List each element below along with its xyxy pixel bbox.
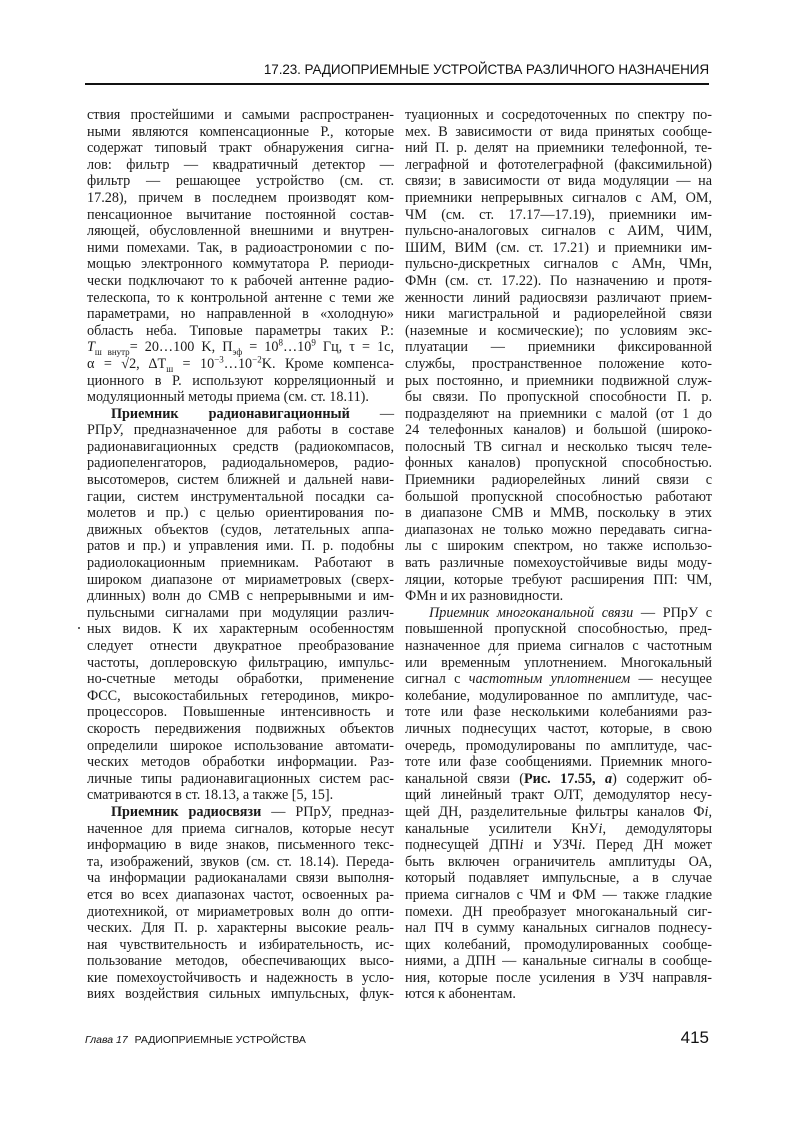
term-radio-communication: Приемник радиосвязи xyxy=(111,803,262,820)
text-line: ЧМ (см. ст. 17.17—17.19), приемники им- xyxy=(405,206,712,223)
term-radionavigation: Приемник радионавигационный xyxy=(111,405,350,422)
formula-subscript: ш внутр xyxy=(94,347,130,358)
text-line: службы, пространственное положение кото- xyxy=(405,355,712,372)
text-line: нал ПЧ в сумму канальных сигналов поднесу- xyxy=(405,920,712,937)
text-line: телескопа, то к контрольной антенне с теми же xyxy=(87,289,394,306)
text-line: гации, систем инструментальной посадки са- xyxy=(87,488,394,505)
text-line xyxy=(405,804,712,821)
text-fragment: канальной связи ( xyxy=(405,770,524,787)
text-line: параметрами, но направленной в «холодную» xyxy=(87,306,394,323)
text-line: молетов и пр.) с целью ориентирования по- xyxy=(87,505,394,522)
text-line: приемники непрерывных сигналов с АМ, ОМ, xyxy=(405,189,712,206)
text-line: радионавигационных средств (радиокомпасов, xyxy=(87,438,394,455)
term-multichannel: Приемник многоканальной связи xyxy=(429,604,634,621)
text-fragment: щей ДН, разделительные фильтры каналов Ф xyxy=(405,803,705,820)
text-line: ляющей, обусловленной внешними и внутрен- xyxy=(87,223,394,240)
term-line xyxy=(87,406,394,423)
text-line: личных поднесущих частот, которые, в свою xyxy=(405,720,712,737)
formula-exponent: 8 xyxy=(278,337,283,348)
formula-exponent: 9 xyxy=(311,337,316,348)
text-line: в диапазоне СМВ и ММВ, поскольку в этих xyxy=(405,505,712,522)
text-line: быть включен ограничитель амплитуды ОА, xyxy=(405,853,712,870)
text-fragment: сигнал с xyxy=(405,671,469,688)
paragraph-radio-communication xyxy=(87,804,394,1003)
text-fragment: канальные усилители КнУ xyxy=(405,820,599,837)
text-line: вать различные помехоустойчивые виды моду- xyxy=(405,555,712,572)
term-line xyxy=(87,804,394,821)
formula-text: …10 xyxy=(282,339,312,356)
running-title: 17.23. РАДИОПРИЕМНЫЕ УСТРОЙСТВА РАЗЛИЧНОГО НАЗНАЧЕНИЯ xyxy=(263,62,709,77)
text-line: ФМн (см. ст. 17.22). По назначению и протя- xyxy=(405,272,712,289)
text-line: (наземные и космические); по условиям экс- xyxy=(405,322,712,339)
text-line: личные типы радионавигационных систем рас- xyxy=(87,770,394,787)
text-line: ствия простейшими и самыми распространен- xyxy=(87,107,394,123)
index-variable: i xyxy=(577,837,582,854)
text-line: лов: фильтр — квадратичный детектор — xyxy=(87,156,394,173)
text-line: лы с широким спектром, но также использо- xyxy=(405,538,712,555)
text-line: ляции, которые требуют расширения ПП: ЧМ, xyxy=(405,571,712,588)
footer-chapter xyxy=(85,1034,306,1046)
text-line: ними помехами. Так, в радиоастрономии с по- xyxy=(87,239,394,256)
text-fragment: , демодуляторы xyxy=(602,820,712,837)
text-line: пульсно-аналоговых сигналов с АИМ, ЧИМ, xyxy=(405,223,712,240)
text-line: тоте или фазе сообщениями. Приемник много- xyxy=(405,754,712,771)
formula-symbol: T xyxy=(87,339,95,356)
formula-subscript: ш xyxy=(166,363,174,374)
text-line: скорость передвижения подвижных объектов xyxy=(87,720,394,737)
paragraph-radio-communication-cont xyxy=(405,107,712,605)
text-fragment: , xyxy=(708,803,712,820)
text-line: колебание, модулированное по амплитуде, час- xyxy=(405,687,712,704)
formula-text: …10 xyxy=(223,355,253,372)
formula-exponent: −3 xyxy=(214,354,224,365)
text-line: связи; в зависимости от вида модуляции — на xyxy=(405,173,712,190)
text-line: радиолокационным приемникам. Работают в xyxy=(87,555,394,572)
formula-text: = 20…100 K, П xyxy=(129,339,233,356)
text-line: повышенной пропускной способностью, пред- xyxy=(405,621,712,638)
text-line: ШИМ, ВИМ (см. ст. 17.21) и приемники им- xyxy=(405,239,712,256)
text-line: ческих методов обработки информации. Раз- xyxy=(87,754,394,771)
margin-mark xyxy=(78,627,80,629)
text-line: но-счетные методы обработки, применение xyxy=(87,671,394,688)
formula-exponent: −2 xyxy=(252,354,262,365)
text-line: фильтр — решающее устройство (см. ст. xyxy=(87,173,394,190)
text-line: ная чувствительность и избирательность, ис- xyxy=(87,936,394,953)
text-line: ниями, а ДПН — канальные сигналы в сообще- xyxy=(405,953,712,970)
text-line: щих колебаний, промодулированных сообще- xyxy=(405,936,712,953)
text-fragment: — РПрУ, предназ- xyxy=(261,803,394,820)
running-header xyxy=(85,62,709,85)
text-line: ратов и пр.) и управления ими. П. р. подобны xyxy=(87,538,394,555)
text-line: помехи. ДН преобразует многоканальный сиг- xyxy=(405,903,712,920)
text-line: ется во всех диапазонах частот, освоенных ра- xyxy=(87,886,394,903)
text-line: ники магистральной и радиорелейной связи xyxy=(405,306,712,323)
formula-text: Гц, τ = 1с, xyxy=(315,339,394,356)
text-line: частоты, доплеровскую фильтрацию, импульс- xyxy=(87,654,394,671)
text-line: леграфной и фототелеграфной (факсимильной) xyxy=(405,156,712,173)
text-line: движных объектов (судов, летательных аппа- xyxy=(87,521,394,538)
text-fragment: поднесущей ДПН xyxy=(405,837,520,854)
figure-reference: Рис. 17.55, xyxy=(523,770,606,787)
paragraph-compensation xyxy=(87,107,394,406)
text-line: пенсационное вычитание постоянной состав- xyxy=(87,206,394,223)
text-line: бы связи. По пропускной способности П. р. xyxy=(405,389,712,406)
text-line: ФМн и их разновидности. xyxy=(405,588,564,605)
text-line: тоте или фазе несколькими колебаниями раз- xyxy=(405,704,712,721)
text-line: Приемники радиорелейных линий связи с xyxy=(405,472,712,489)
text-fragment: . Перед ДН может xyxy=(581,837,712,854)
text-line: полосный ТВ сигнал и несколько тысяч теле- xyxy=(405,438,712,455)
text-line xyxy=(405,671,712,688)
text-line: виях воздействия сильных импульсных, флук- xyxy=(87,986,394,1003)
formula-subscript: эф xyxy=(232,347,243,358)
text-line: сматриваются в ст. 18.13, а также [5, 15]. xyxy=(87,787,334,804)
text-line xyxy=(405,837,712,854)
text-line: женности линий радиосвязи различают прием- xyxy=(405,289,712,306)
text-line: кие помехоустойчивость и надежность в усло- xyxy=(87,969,394,986)
text-line: следует отнести двукратное преобразование xyxy=(87,638,394,654)
text-line: пульсно-дискретных сигналов с АМн, ЧМн, xyxy=(405,256,712,273)
text-line: приема сигналов с ЧМ и ФМ — также гладкие xyxy=(405,886,712,903)
term-frequency-multiplexing: частотным уплотнением xyxy=(468,671,631,688)
chapter-title: РАДИОПРИЕМНЫЕ УСТРОЙСТВА xyxy=(134,1034,306,1046)
page-number: 415 xyxy=(680,1028,709,1047)
text-fragment: — несущее xyxy=(630,671,712,688)
index-variable: i xyxy=(598,820,603,837)
text-line: плуатации — приемники фиксированной xyxy=(405,339,712,356)
text-line: информацию в виде знаков, письменного текс- xyxy=(87,837,394,854)
text-line: мощью электронного коммутатора Р. периоди- xyxy=(87,256,394,273)
text-line: чески подключают то к рабочей антенне радио- xyxy=(87,272,394,289)
formula-text: K. Кроме компенса- xyxy=(261,355,394,372)
text-line: наченное для приема сигналов, которые несут xyxy=(87,820,394,837)
text-line: содержат типовый тракт обнаружения сигна- xyxy=(87,140,394,157)
text-line: щий линейный тракт ОЛТ, демодулятор несу- xyxy=(405,787,712,804)
text-line: рых постоянно, и приемники подвижной служ- xyxy=(405,372,712,389)
index-variable: i xyxy=(519,837,524,854)
text-line: та, изображений, звуков (см. ст. 18.14). Переда- xyxy=(87,853,394,870)
text-line: фонных каналов) пропускной способностью. xyxy=(405,455,712,472)
text-line: мех. В зависимости от вида принятых сообще- xyxy=(405,123,712,140)
text-line: область неба. Типовые параметры таких Р.: xyxy=(87,322,394,339)
text-line: широком диапазоне от мириаметровых (сверх- xyxy=(87,571,394,588)
term-line xyxy=(405,605,712,622)
text-line: ческих. Для П. р. характерны высокие реаль- xyxy=(87,920,394,937)
text-line: туационных и сосредоточенных по спектру по- xyxy=(405,107,712,123)
text-line: подразделяют на приемники с малой (от 1 до xyxy=(405,405,712,422)
text-line: ных видов. К их характерным особенностям xyxy=(87,621,394,638)
text-line: длинных) волн до СМВ с непрерывными и им- xyxy=(87,588,394,605)
text-line: радиопеленгаторов, радиодальномеров, радио- xyxy=(87,455,394,472)
text-fragment: и УЗЧ xyxy=(523,837,578,854)
right-column xyxy=(405,107,712,1003)
text-line: процессоров. Повышенные интенсивность и xyxy=(87,704,394,721)
paragraph-radionavigation xyxy=(87,406,394,804)
paragraph-multichannel xyxy=(405,605,712,1003)
formula-text: α = √2, ΔT xyxy=(87,355,167,372)
text-line: диапазонах не только можно передавать сигна- xyxy=(405,521,712,538)
chapter-label: Глава 17 xyxy=(85,1034,128,1046)
text-line: пользование методов, обеспечивающих высо- xyxy=(87,953,394,970)
text-line xyxy=(405,821,712,838)
text-line: большой пропускной способностью работают xyxy=(405,488,712,505)
text-line: диотехникой, от мириаметровых волн до опти- xyxy=(87,903,394,920)
text-line: определили широкое использование автомати- xyxy=(87,737,394,754)
index-variable: i xyxy=(704,803,709,820)
text-line: модуляционный методы приема (см. ст. 18.11). xyxy=(87,389,369,406)
text-line: 24 телефонных каналов) и большой (широко- xyxy=(405,422,712,439)
text-line: ния, которые после усиления в УЗЧ направля- xyxy=(405,969,712,986)
text-line: пульсными сигналами при модуляции различ- xyxy=(87,604,394,621)
text-line: который подавляет импульсные, а в случае xyxy=(405,870,712,887)
left-column xyxy=(87,107,394,1003)
text-line: ционного в Р. используют корреляционный и xyxy=(87,372,394,389)
text-fragment: — РПрУ с xyxy=(633,604,712,621)
text-line: высотомеров, систем ближней и дальней нави- xyxy=(87,472,394,489)
formula-line xyxy=(87,339,394,356)
text-line: ча информации радиоканалами связи выполня- xyxy=(87,870,394,887)
text-fragment: ) содержит об- xyxy=(612,770,712,787)
text-line: или временны́м уплотнением. Многокальный xyxy=(405,654,712,671)
page-footer xyxy=(85,1028,709,1052)
figure-reference-letter: а xyxy=(605,770,613,787)
text-line: ными являются компенсационные Р., которые xyxy=(87,123,394,140)
formula-text: = 10 xyxy=(242,339,279,356)
text-line xyxy=(405,771,712,788)
formula-line xyxy=(87,356,394,373)
text-line: ФСС, высокостабильных гетеродинов, микро- xyxy=(87,687,394,704)
text-line: очередь, промодулированы по амплитуде, час- xyxy=(405,737,712,754)
formula-text: = 10 xyxy=(173,355,215,372)
text-line: РПрУ, предназначенное для работы в составе xyxy=(87,422,394,439)
text-line: 17.28), причем в последнем производят ком- xyxy=(87,189,394,206)
text-line: назначенное для приема сигналов с частотным xyxy=(405,638,712,654)
text-fragment: — xyxy=(349,405,395,422)
text-line: ний П. р. делят на приемники телефонной, те- xyxy=(405,140,712,157)
text-line: ются к абонентам. xyxy=(405,986,516,1003)
